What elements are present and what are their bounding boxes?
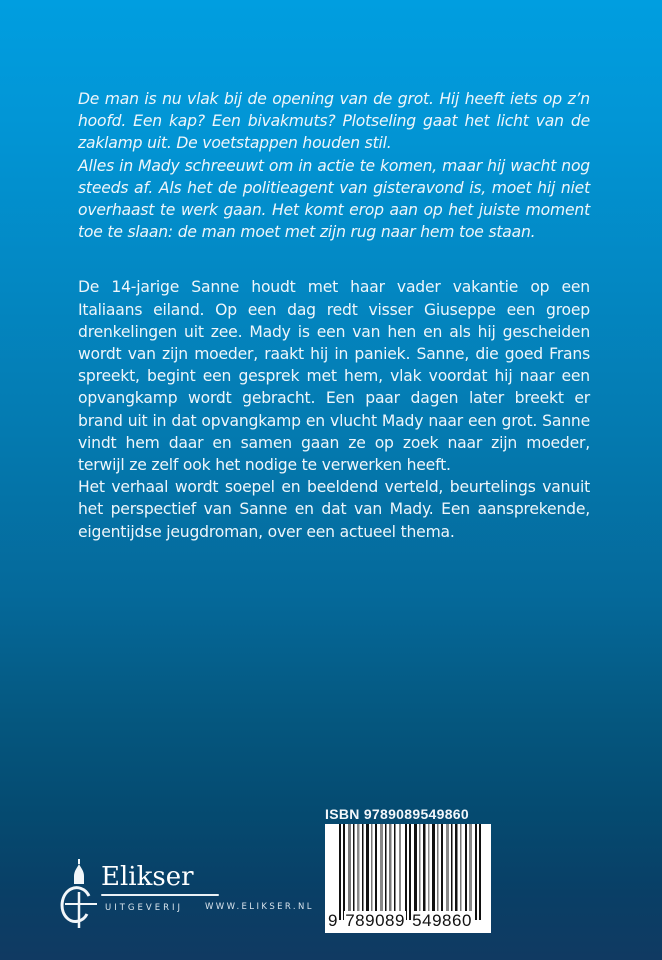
excerpt-paragraph-1: De man is nu vlak bij de opening van de grot. Hij heeft iets op z’n hoofd. Een kap? Een bivakmuts? Plotseling gaat het licht van de zaklamp uit. De voetstappen houden stil. [78,90,590,153]
barcode-digits-group-1: 789089 [345,911,405,930]
barcode-bars-icon [339,824,485,920]
elikser-monogram-icon [55,858,101,930]
summary-paragraph-2: Het verhaal wordt soepel en beeldend verteld, beurtelings vanuit het perspectief van Sanne en dat van Mady. Een aansprekende, eigentijdse jeugdroman, over een actueel thema. [78,478,590,541]
paragraph-spacer [78,243,590,276]
barcode-digits-group-2: 549860 [412,911,472,930]
barcode-digits [327,911,487,931]
publisher-logo [55,858,220,930]
isbn-label: ISBN 9789089549860 [325,806,469,822]
logo-underline [101,894,219,896]
excerpt-paragraph-2: Alles in Mady schreeuwt om in actie te komen, maar hij wacht nog steeds af. Als het de politieagent van gisteravond is, moet hij niet overhaast te werk gaan. Het komt erop aan op het juiste moment toe te slaan: de man moet met zijn rug naar hem toe staan. [78,156,590,242]
summary-paragraph-1: De 14-jarige Sanne houdt met haar vader vakantie op een Italiaans eiland. Op een dag redt visser Giuseppe een groep drenkelingen uit zee. Mady is een van hen en als hij gescheiden wordt van zijn moeder, raakt hij in paniek. Sanne, die goed Frans spreekt, begint een gesprek met hem, vlak voordat hij naar een opvangkamp wordt gebracht. Een paar dagen later breekt er brand uit in dat opvangkamp en vlucht Mady naar een grot. Sanne vindt hem daar en samen gaan ze op zoek naar zijn moeder, terwijl ze zelf ook het nodige te verwerken heeft. [78,278,590,475]
publisher-url: WWW.ELIKSER.NL [205,902,314,912]
back-cover-blurb [78,88,590,543]
isbn-barcode [325,824,491,933]
barcode-digit-lead: 9 [328,911,338,930]
publisher-name: Elikser [101,862,194,892]
publisher-subtitle: UITGEVERIJ [105,903,183,913]
